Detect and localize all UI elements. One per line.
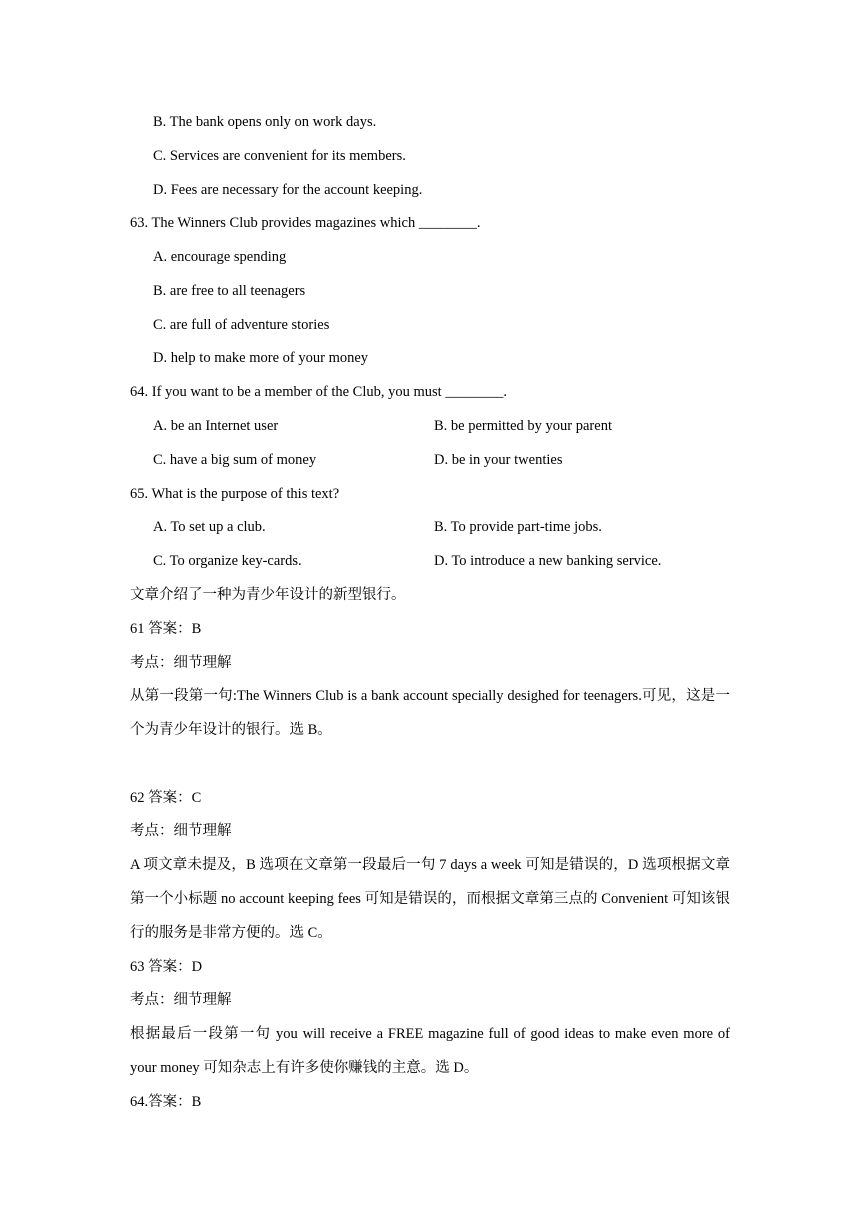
q63-option-c: C. are full of adventure stories — [153, 317, 330, 333]
q63-option-a: A. encourage spending — [153, 249, 287, 265]
passage-summary: 文章介绍了一种为青少年设计的新型银行。 — [130, 587, 406, 603]
q65-option-b: B. To provide part-time jobs. — [434, 519, 602, 535]
q65-option-c: C. To organize key-cards. — [153, 553, 302, 569]
q64-option-d: D. be in your twenties — [434, 452, 563, 468]
answer-62-explanation: A 项文章未提及，B 选项在文章第一段最后一句 7 days a week 可知是错误的，D 选项根据文章第一个小标题 no account keeping fees 可知是错误的，而根据文章第三点的 Convenient 可知该银行的服务是非常方便的。选 C。 — [130, 857, 730, 941]
q64-option-a: A. be an Internet user — [153, 418, 279, 434]
answer-63: 63 答案：D — [130, 959, 203, 975]
q64-stem: 64. If you want to be a member of the Club, you must ________. — [130, 384, 507, 400]
q63-option-d: D. help to make more of your money — [153, 350, 369, 366]
q63-stem: 63. The Winners Club provides magazines which ________. — [130, 215, 481, 231]
q64-option-c: C. have a big sum of money — [153, 452, 317, 468]
q63-option-b: B. are free to all teenagers — [153, 283, 306, 299]
q65-stem: 65. What is the purpose of this text? — [130, 486, 340, 502]
q65-option-d: D. To introduce a new banking service. — [434, 553, 662, 569]
q64-option-b: B. be permitted by your parent — [434, 418, 612, 434]
q62-option-b: B. The bank opens only on work days. — [153, 114, 377, 130]
q62-option-d: D. Fees are necessary for the account keeping. — [153, 182, 423, 198]
answer-61: 61 答案：B — [130, 621, 202, 637]
answer-61-test-point: 考点：细节理解 — [130, 655, 232, 671]
answer-63-test-point: 考点：细节理解 — [130, 992, 232, 1008]
answer-62: 62 答案：C — [130, 790, 202, 806]
q65-option-a: A. To set up a club. — [153, 519, 266, 535]
answer-62-test-point: 考点：细节理解 — [130, 823, 232, 839]
answer-63-explanation: 根据最后一段第一句 you will receive a FREE magazine full of good ideas to make even more of your money 可知杂志上有许多使你赚钱的主意。选 D。 — [130, 1026, 730, 1076]
q62-option-c: C. Services are convenient for its members. — [153, 148, 406, 164]
answer-61-explanation: 从第一段第一句:The Winners Club is a bank account specially desighed for teenagers.可见，这是一个为青少年设计的银行。选 B。 — [130, 688, 730, 738]
answer-64: 64.答案：B — [130, 1094, 202, 1110]
